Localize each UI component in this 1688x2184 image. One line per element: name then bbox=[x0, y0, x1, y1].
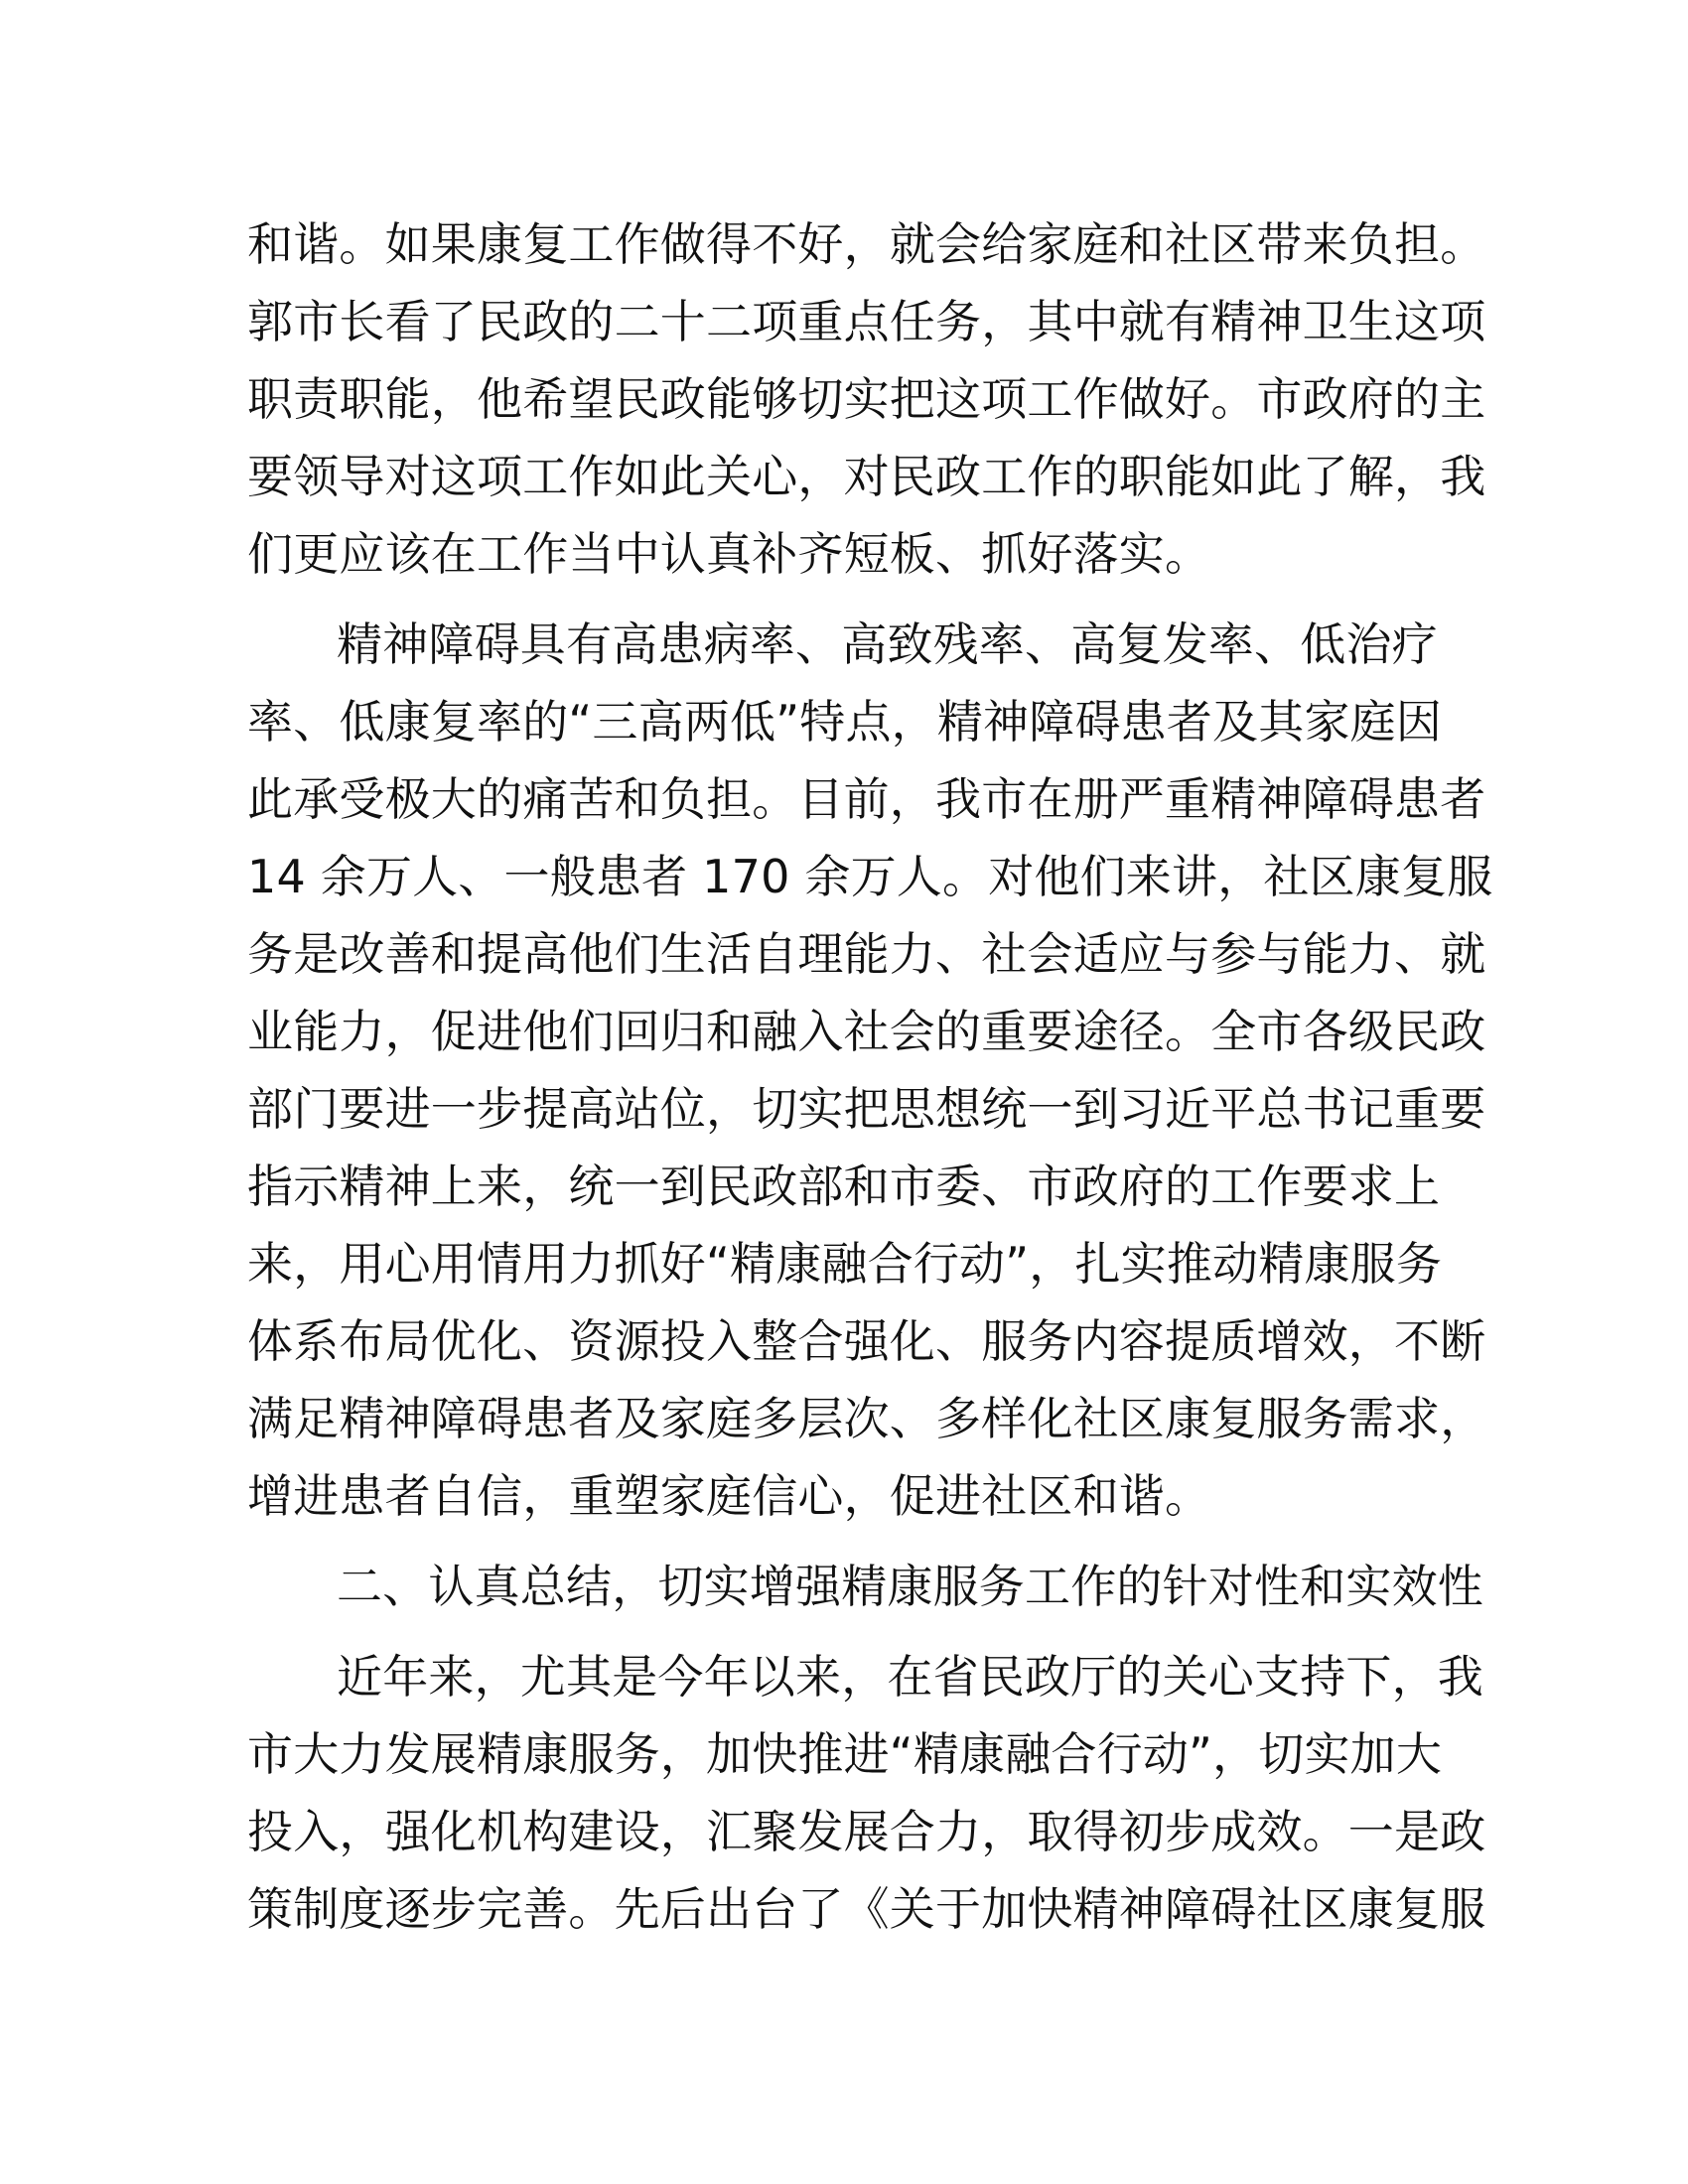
paragraph-line: 郭市长看了民政的二十二项重点任务，其中就有精神卫生这项 bbox=[247, 295, 1486, 348]
paragraph-line: 们更应该在工作当中认真补齐短板、抓好落实。 bbox=[247, 527, 1211, 581]
section-heading: 二、认真总结，切实增强精康服务工作的针对性和实效性 bbox=[337, 1560, 1483, 1613]
paragraph-line: 职责职能，他希望民政能够切实把这项工作做好。市政府的主 bbox=[247, 372, 1486, 426]
paragraph-line: 增进患者自信，重塑家庭信心，促进社区和谐。 bbox=[247, 1469, 1211, 1523]
paragraph-line: 体系布局优化、资源投入整合强化、服务内容提质增效，不断 bbox=[247, 1314, 1486, 1368]
paragraph-line: 市大力发展精康服务，加快推进“精康融合行动”，切实加大 bbox=[247, 1727, 1443, 1781]
paragraph-line: 14 余万人、一般患者 170 余万人。对他们来讲，社区康复服 bbox=[247, 850, 1493, 903]
paragraph-line: 满足精神障碍患者及家庭多层次、多样化社区康复服务需求， bbox=[247, 1392, 1486, 1445]
paragraph-line: 指示精神上来，统一到民政部和市委、市政府的工作要求上 bbox=[247, 1160, 1441, 1213]
paragraph-line: 此承受极大的痛苦和负担。目前，我市在册严重精神障碍患者 bbox=[247, 772, 1486, 826]
paragraph-line: 率、低康复率的“三高两低”特点，精神障碍患者及其家庭因 bbox=[247, 695, 1443, 749]
paragraph-line: 业能力，促进他们回归和融入社会的重要途径。全市各级民政 bbox=[247, 1005, 1486, 1058]
paragraph-line: 务是改善和提高他们生活自理能力、社会适应与参与能力、就 bbox=[247, 927, 1486, 981]
paragraph-line: 部门要进一步提高站位，切实把思想统一到习近平总书记重要 bbox=[247, 1082, 1486, 1136]
paragraph-line: 要领导对这项工作如此关心，对民政工作的职能如此了解，我 bbox=[247, 450, 1486, 503]
paragraph-line: 投入，强化机构建设，汇聚发展合力，取得初步成效。一是政 bbox=[247, 1805, 1486, 1858]
paragraph-line: 和谐。如果康复工作做得不好，就会给家庭和社区带来负担。 bbox=[247, 217, 1486, 271]
paragraph-line: 来，用心用情用力抓好“精康融合行动”，扎实推动精康服务 bbox=[247, 1237, 1443, 1291]
paragraph-line: 精神障碍具有高患病率、高致残率、高复发率、低治疗 bbox=[337, 617, 1438, 671]
paragraph-line: 策制度逐步完善。先后出台了《关于加快精神障碍社区康复服 bbox=[247, 1882, 1486, 1936]
paragraph-line: 近年来，尤其是今年以来，在省民政厅的关心支持下，我 bbox=[337, 1650, 1483, 1704]
